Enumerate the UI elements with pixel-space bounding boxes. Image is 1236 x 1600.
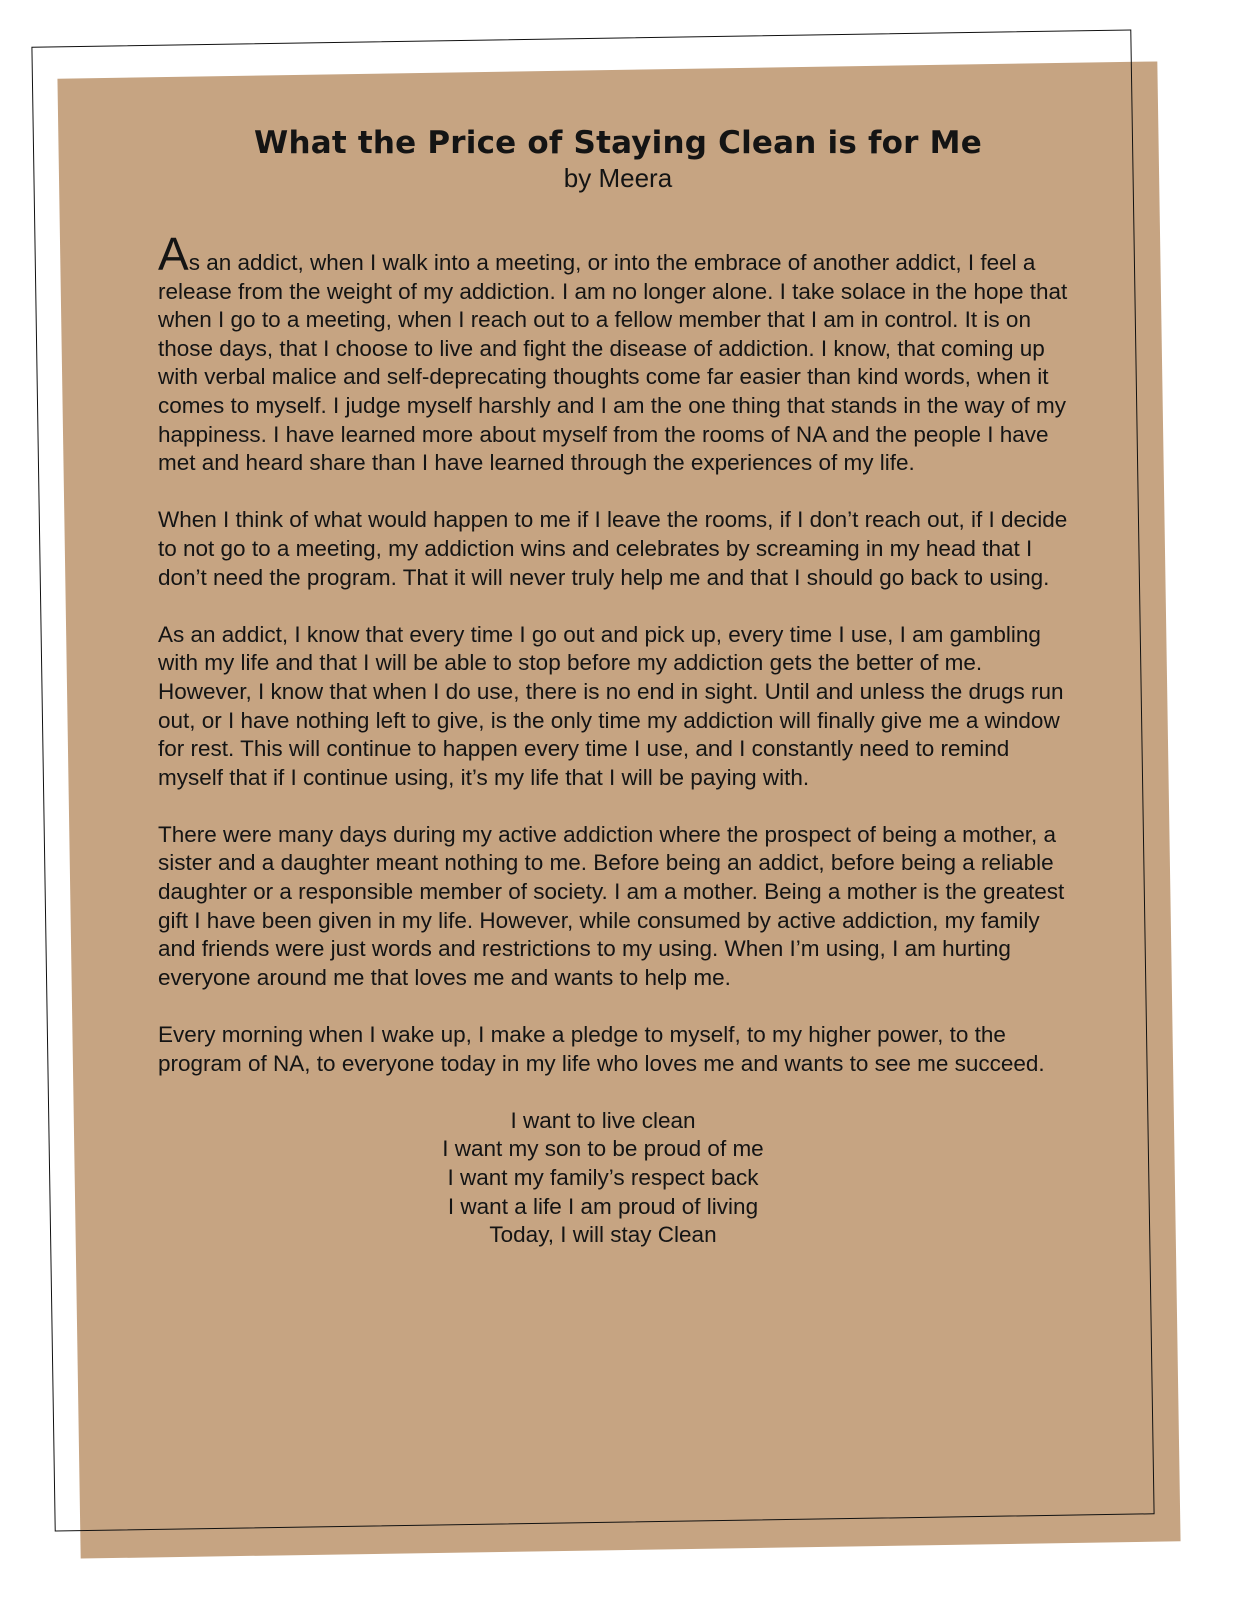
article [158,124,1078,1250]
pledge-line: I want to live clean [510,1107,696,1133]
drop-cap: A [158,228,189,280]
article-title: What the Price of Staying Clean is for Me [254,125,982,161]
pledge-line: I want my son to be proud of me [442,1136,764,1162]
paragraph-2: When I think of what would happen to me if I leave the rooms, if I don’t reach out, if I decide to not go to a meeting, my addiction wins and celebrates by screaming in my head that I don’t need the program. That it will never truly help me and that I should go back to using. [158,507,1068,590]
pledge-block [158,1107,1078,1250]
pledge-line: I want my family’s respect back [447,1165,759,1190]
paragraph-5: Every morning when I wake up, I make a pledge to myself, to my higher power, to the program of NA, to everyone today in my life who loves me and wants to see me succeed. [158,1022,1045,1076]
pledge-line: I want a life I am proud of living [447,1193,759,1219]
pledge-line: Today, I will stay Clean [489,1222,717,1248]
article-byline: by Meera [563,163,673,193]
paragraph-4: There were many days during my active addiction where the prospect of being a mother, a sister and a daughter meant nothing to me. Before being an addict, before being a reliable daughter or a responsible member of society. I am a mother. Being a mother is the greatest gift I have been given in my life. However, while consumed by active addiction, my family and friends were just words and restrictions to my using. When I’m using, I am hurting everyone around me that loves me and wants to help me. [158,821,1065,990]
paragraph-1-text: s an addict, when I walk into a meeting, or into the embrace of another addict, I feel a release from the weight of my addiction. I am no longer alone. I take solace in the hope that when I go to a meeting, when I reach out to a fellow member that I am in control. It is on those days, that I choose to live and fight the disease of addiction. I know, that coming up with verbal malice and self-deprecating thoughts come far easier than kind words, when it comes to myself. I judge myself harshly and I am the one thing that stands in the way of my happiness. I have learned more about myself from the rooms of NA and the people I have met and heard share than I have learned through the experiences of my life. [158,250,1068,476]
paragraph-1 [158,228,1078,478]
paragraph-3: As an addict, I know that every time I go out and pick up, every time I use, I am gambling with my life and that I will be able to stop before my addiction gets the better of me. However, I know that when I do use, there is no end in sight. Until and unless the drugs run out, or I have nothing left to give, is the only time my addiction will finally give me a window for rest. This will continue to happen every time I use, and I constantly need to remind myself that if I continue using, it’s my life that I will be paying with. [158,621,1064,790]
